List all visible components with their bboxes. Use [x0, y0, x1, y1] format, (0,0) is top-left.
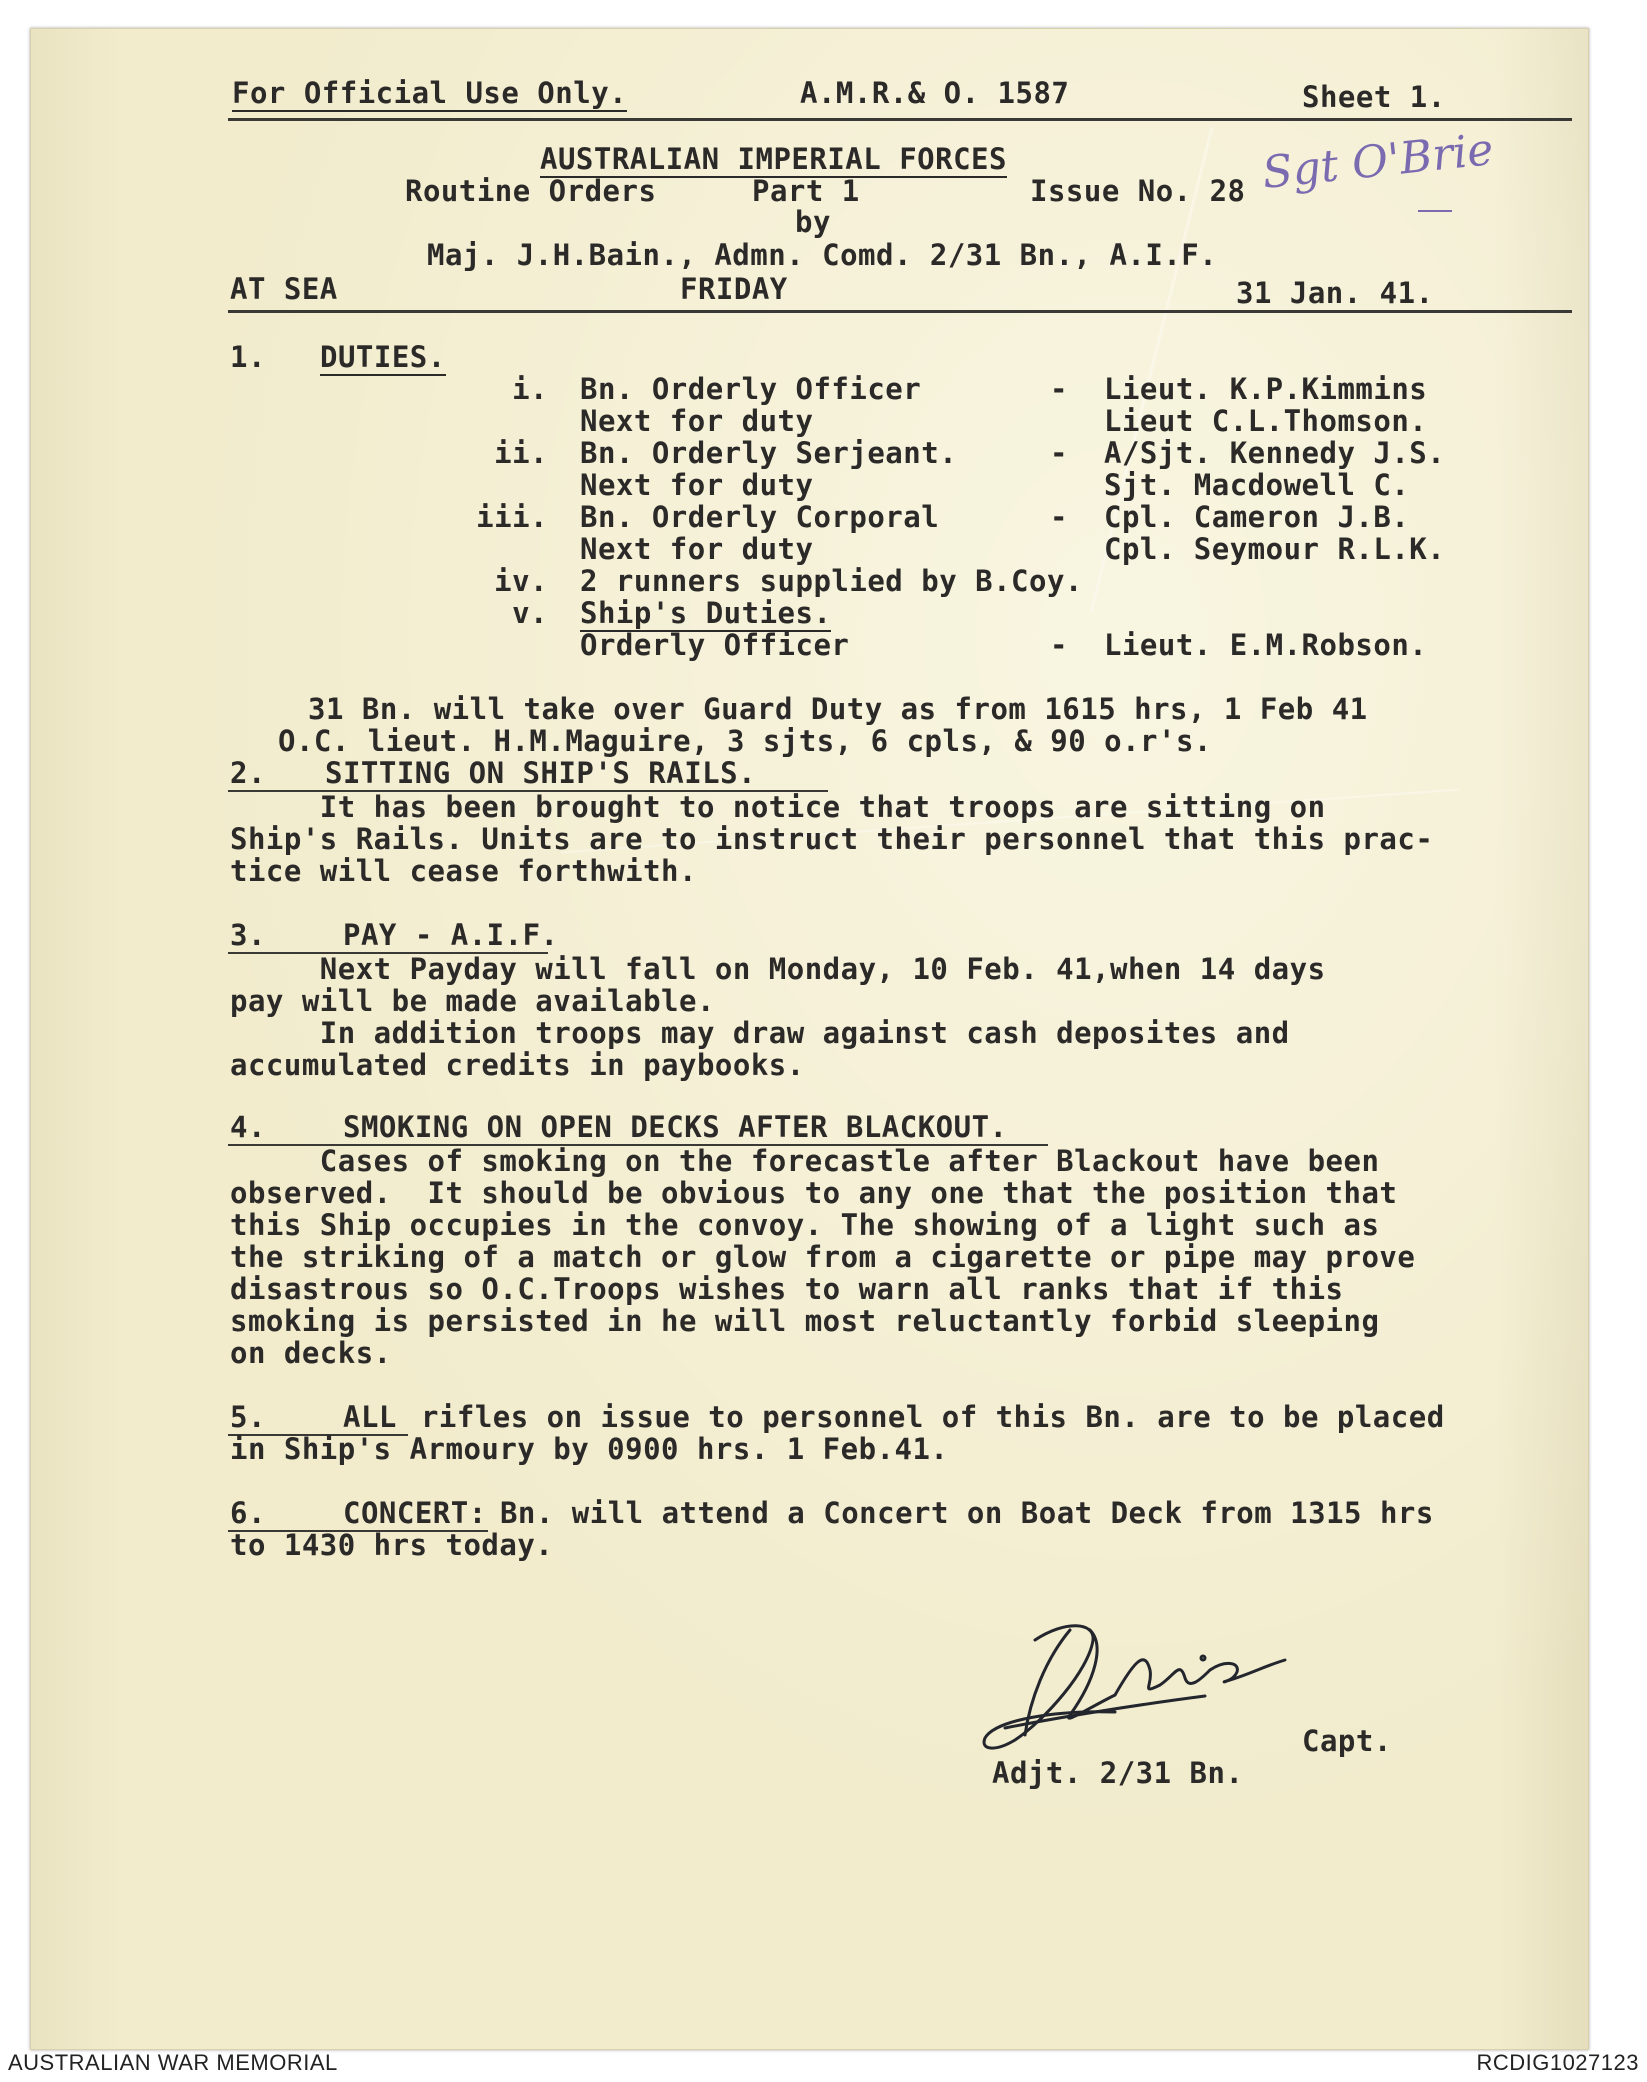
duty-number: iii. — [476, 500, 548, 534]
paragraph-line: in Ship's Armoury by 0900 hrs. 1 Feb.41. — [230, 1432, 949, 1466]
day-label: FRIDAY — [680, 272, 788, 306]
handwritten-signature — [975, 1600, 1315, 1760]
issuing-officer: Maj. J.H.Bain., Admn. Comd. 2/31 Bn., A.I.F. — [427, 238, 1218, 272]
header-rule-bottom — [228, 310, 1572, 313]
paragraph-line: the striking of a match or glow from a cigarette or pipe may prove — [230, 1240, 1416, 1274]
location-label: AT SEA — [230, 272, 338, 306]
document-title: AUSTRALIAN IMPERIAL FORCES — [540, 142, 1007, 176]
duty-name: Sjt. Macdowell C. — [1104, 468, 1410, 502]
paragraph-line: this Ship occupies in the convoy. The showing of a light such as — [230, 1208, 1380, 1242]
guard-duty-line: O.C. lieut. H.M.Maguire, 3 sjts, 6 cpls, & 90 o.r's. — [278, 724, 1212, 758]
duty-name: Lieut. K.P.Kimmins — [1104, 372, 1428, 406]
part-label: Part 1 — [752, 174, 860, 208]
duty-role: Next for duty — [580, 532, 814, 566]
duty-number: v. — [512, 596, 548, 630]
section-number: 5. — [230, 1400, 266, 1434]
section-heading: SITTING ON SHIP'S RAILS. — [325, 756, 757, 790]
document-reference: A.M.R.& O. 1587 — [800, 76, 1070, 110]
duty-name: Lieut C.L.Thomson. — [1104, 404, 1428, 438]
duty-name: A/Sjt. Kennedy J.S. — [1104, 436, 1446, 470]
section-heading: DUTIES. — [320, 340, 446, 374]
guard-duty-line: 31 Bn. will take over Guard Duty as from 1615 hrs, 1 Feb 41 — [308, 692, 1368, 726]
paragraph-line: It has been brought to notice that troops are sitting on — [230, 790, 1326, 824]
section-heading: SMOKING ON OPEN DECKS AFTER BLACKOUT. — [343, 1110, 1008, 1144]
issue-number: Issue No. 28 — [1030, 174, 1246, 208]
routine-orders-label: Routine Orders — [405, 174, 657, 208]
section-number: 3. — [230, 918, 266, 952]
duty-name: Cpl. Cameron J.B. — [1104, 500, 1410, 534]
sheet-number: Sheet 1. — [1302, 80, 1446, 114]
paragraph-line: on decks. — [230, 1336, 392, 1370]
duty-name: Cpl. Seymour R.L.K. — [1104, 532, 1446, 566]
section-number: 4. — [230, 1110, 266, 1144]
duty-dash: - — [1050, 372, 1068, 406]
duty-role: Bn. Orderly Officer — [580, 372, 922, 406]
archive-credit: AUSTRALIAN WAR MEMORIAL — [8, 2050, 338, 2075]
by-label: by — [795, 205, 831, 239]
duty-subheading: Ship's Duties. — [580, 596, 832, 630]
paragraph-line: Next Payday will fall on Monday, 10 Feb. 41,when 14 days — [230, 952, 1326, 986]
duty-role: Bn. Orderly Serjeant. — [580, 436, 958, 470]
section-number: 1. — [230, 340, 266, 374]
section-heading: ALL — [343, 1400, 397, 1434]
paragraph-line: Cases of smoking on the forecastle after Blackout have been — [230, 1144, 1380, 1178]
section-heading: CONCERT: — [343, 1496, 487, 1530]
duty-number: iv. — [494, 564, 548, 598]
duty-number: ii. — [494, 436, 548, 470]
paragraph-line: tice will cease forthwith. — [230, 854, 697, 888]
signatory-rank: Capt. — [1302, 1724, 1392, 1758]
paragraph-line: disastrous so O.C.Troops wishes to warn all ranks that if this — [230, 1272, 1344, 1306]
archive-reference: RCDIG1027123 — [1476, 2050, 1639, 2075]
paragraph-line: smoking is persisted in he will most reluctantly forbid sleeping — [230, 1304, 1380, 1338]
section-number: 6. — [230, 1496, 266, 1530]
duty-role: Orderly Officer — [580, 628, 850, 662]
signatory-unit: Adjt. 2/31 Bn. — [992, 1756, 1244, 1790]
duty-name: Lieut. E.M.Robson. — [1104, 628, 1428, 662]
paragraph-line: In addition troops may draw against cash deposites and — [230, 1016, 1290, 1050]
header-rule — [228, 118, 1572, 121]
duty-dash: - — [1050, 500, 1068, 534]
duty-role: 2 runners supplied by B.Coy. — [580, 564, 1083, 598]
paragraph-line: accumulated credits in paybooks. — [230, 1048, 805, 1082]
paragraph-line: pay will be made available. — [230, 984, 715, 1018]
duty-dash: - — [1050, 436, 1068, 470]
paragraph-line: observed. It should be obvious to any one that the position that — [230, 1176, 1398, 1210]
paragraph-line: to 1430 hrs today. — [230, 1528, 554, 1562]
document-date: 31 Jan. 41. — [1236, 276, 1434, 310]
duty-role: Bn. Orderly Corporal — [580, 500, 940, 534]
paragraph-line: rifles on issue to personnel of this Bn. are to be placed — [403, 1400, 1445, 1434]
duty-number: i. — [512, 372, 548, 406]
official-use-label: For Official Use Only. — [232, 76, 628, 110]
annotation-mark — [1418, 210, 1452, 212]
duty-dash: - — [1050, 628, 1068, 662]
section-heading: PAY - A.I.F. — [343, 918, 559, 952]
handwritten-annotation: Sgt O'Brie — [1259, 124, 1496, 199]
duty-role: Next for duty — [580, 404, 814, 438]
duty-role: Next for duty — [580, 468, 814, 502]
paragraph-line: Bn. will attend a Concert on Boat Deck from 1315 hrs — [482, 1496, 1434, 1530]
paragraph-line: Ship's Rails. Units are to instruct their personnel that this prac- — [230, 822, 1434, 856]
section-number: 2. — [230, 756, 266, 790]
